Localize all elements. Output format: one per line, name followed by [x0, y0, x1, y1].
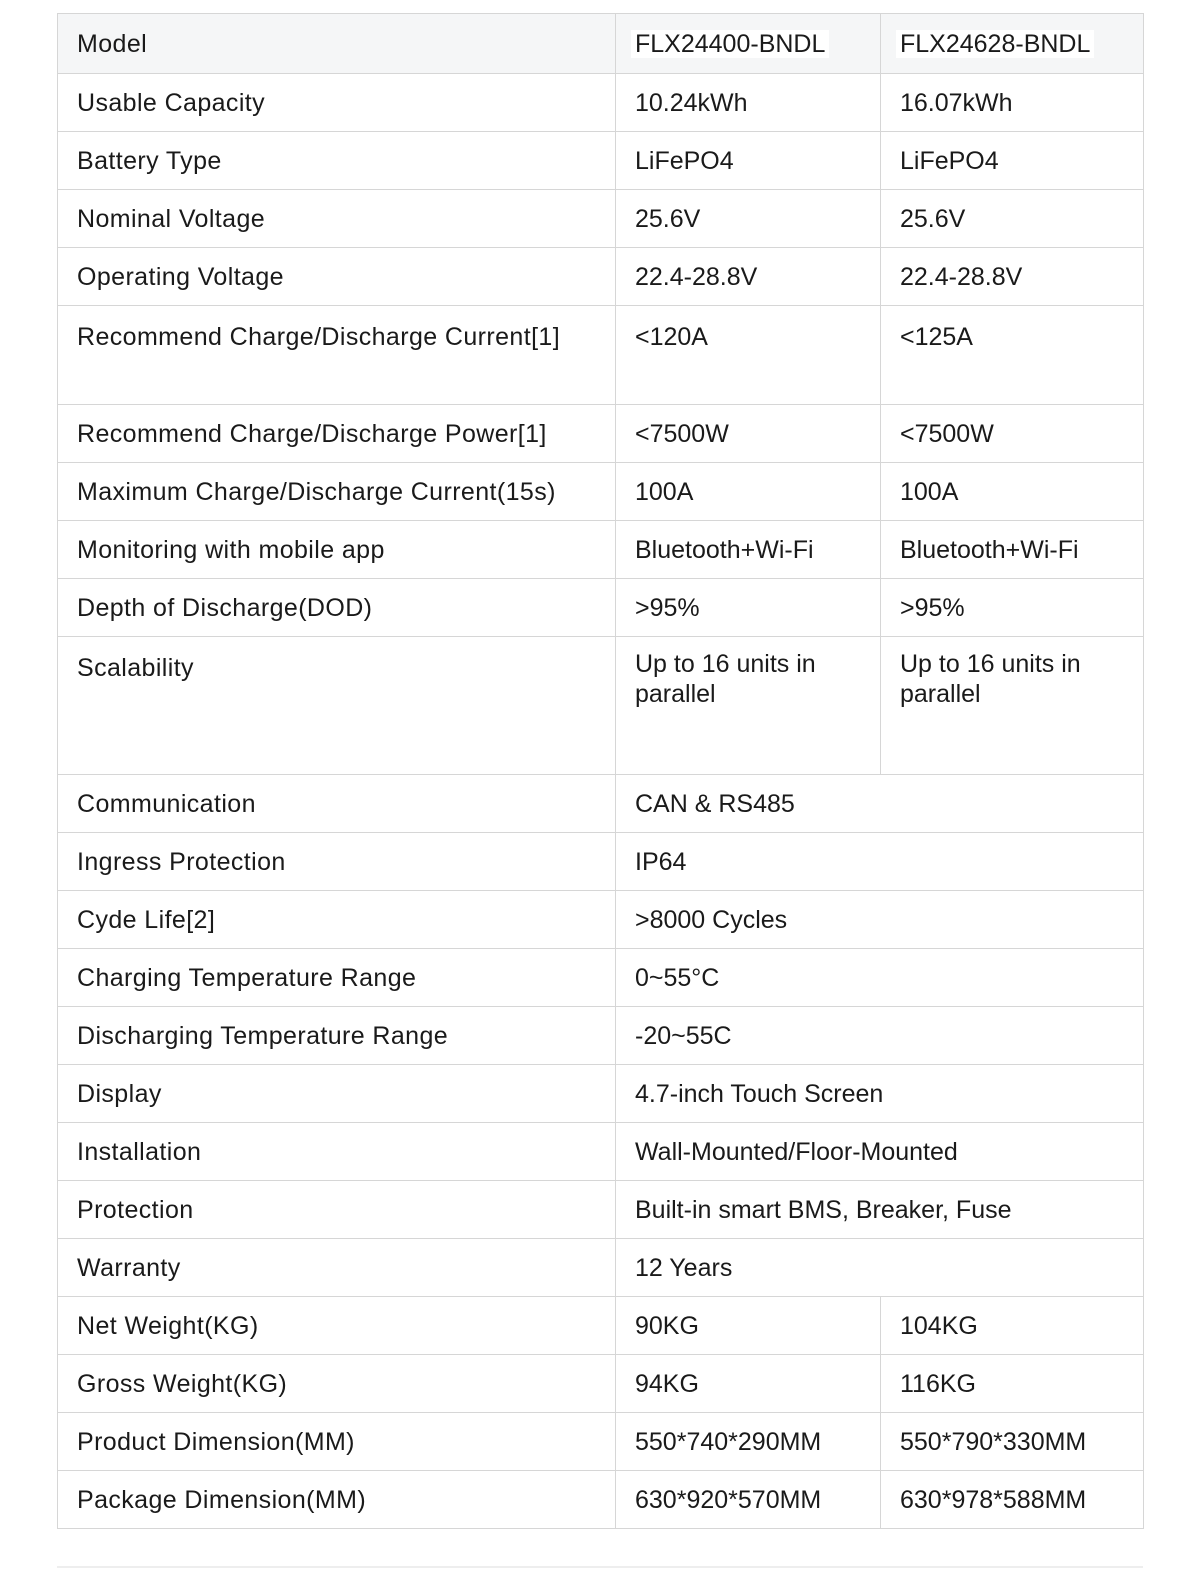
shared-value: Built-in smart BMS, Breaker, Fuse — [616, 1181, 1144, 1239]
table-row — [58, 1471, 1144, 1529]
table-row — [58, 74, 1144, 132]
model-b-value: 104KG — [881, 1297, 1144, 1355]
model-a-value: >95% — [616, 579, 881, 637]
table-row — [58, 1355, 1144, 1413]
shared-value: IP64 — [616, 833, 1144, 891]
table-row — [58, 1007, 1144, 1065]
table-row — [58, 1181, 1144, 1239]
model-b-value: 22.4-28.8V — [881, 248, 1144, 306]
row-label: Scalability — [58, 637, 616, 775]
row-label: Operating Voltage — [58, 248, 616, 306]
table-row — [58, 775, 1144, 833]
table-row — [58, 949, 1144, 1007]
model-b-value: 100A — [881, 463, 1144, 521]
model-a-value: Bluetooth+Wi-Fi — [616, 521, 881, 579]
model-b-value: <125A — [881, 306, 1144, 405]
model-a-name: FLX24400-BNDL — [631, 30, 829, 58]
model-a-value: 100A — [616, 463, 881, 521]
model-a-value: <120A — [616, 306, 881, 405]
row-label: Battery Type — [58, 132, 616, 190]
table-row — [58, 248, 1144, 306]
row-label: Discharging Temperature Range — [58, 1007, 616, 1065]
model-b-value: Up to 16 units in parallel — [881, 637, 1144, 775]
model-b-value: 25.6V — [881, 190, 1144, 248]
shared-value: Wall-Mounted/Floor-Mounted — [616, 1123, 1144, 1181]
model-a-cell — [616, 14, 881, 74]
model-a-value: Up to 16 units in parallel — [616, 637, 881, 775]
table-row — [58, 463, 1144, 521]
model-a-value: 22.4-28.8V — [616, 248, 881, 306]
table-row — [58, 891, 1144, 949]
model-b-value: <7500W — [881, 405, 1144, 463]
header-row — [58, 14, 1144, 74]
shared-value: 12 Years — [616, 1239, 1144, 1297]
model-a-value: 25.6V — [616, 190, 881, 248]
model-b-value: Bluetooth+Wi-Fi — [881, 521, 1144, 579]
row-label: Protection — [58, 1181, 616, 1239]
row-label: Nominal Voltage — [58, 190, 616, 248]
shared-value: >8000 Cycles — [616, 891, 1144, 949]
model-b-value: 116KG — [881, 1355, 1144, 1413]
row-label: Warranty — [58, 1239, 616, 1297]
row-label: Monitoring with mobile app — [58, 521, 616, 579]
model-a-value: 10.24kWh — [616, 74, 881, 132]
row-label: Product Dimension(MM) — [58, 1413, 616, 1471]
table-row — [58, 579, 1144, 637]
model-b-name: FLX24628-BNDL — [896, 30, 1094, 58]
shared-value: -20~55C — [616, 1007, 1144, 1065]
table-row — [58, 1297, 1144, 1355]
model-a-value: <7500W — [616, 405, 881, 463]
table-row — [58, 132, 1144, 190]
table-row — [58, 1413, 1144, 1471]
table-row — [58, 1239, 1144, 1297]
spec-table — [57, 13, 1144, 1529]
model-a-value: 630*920*570MM — [616, 1471, 881, 1529]
table-row — [58, 637, 1144, 775]
model-b-value: LiFePO4 — [881, 132, 1144, 190]
table-row — [58, 833, 1144, 891]
row-label: Cyde Life[2] — [58, 891, 616, 949]
table-row — [58, 405, 1144, 463]
model-b-value: 550*790*330MM — [881, 1413, 1144, 1471]
model-a-value: LiFePO4 — [616, 132, 881, 190]
model-b-value: >95% — [881, 579, 1144, 637]
row-label: Recommend Charge/Discharge Current[1] — [58, 306, 616, 405]
table-row — [58, 521, 1144, 579]
shared-value: 0~55°C — [616, 949, 1144, 1007]
model-a-value: 94KG — [616, 1355, 881, 1413]
row-label: Gross Weight(KG) — [58, 1355, 616, 1413]
row-label: Display — [58, 1065, 616, 1123]
row-label: Net Weight(KG) — [58, 1297, 616, 1355]
header-label: Model — [58, 14, 616, 74]
model-b-value: 630*978*588MM — [881, 1471, 1144, 1529]
row-label: Recommend Charge/Discharge Power[1] — [58, 405, 616, 463]
row-label: Package Dimension(MM) — [58, 1471, 616, 1529]
row-label: Charging Temperature Range — [58, 949, 616, 1007]
table-row — [58, 190, 1144, 248]
shared-value: CAN & RS485 — [616, 775, 1144, 833]
bottom-divider — [57, 1566, 1143, 1568]
table-row — [58, 1065, 1144, 1123]
row-label: Installation — [58, 1123, 616, 1181]
model-b-cell — [881, 14, 1144, 74]
row-label: Maximum Charge/Discharge Current(15s) — [58, 463, 616, 521]
model-a-value: 90KG — [616, 1297, 881, 1355]
model-a-value: 550*740*290MM — [616, 1413, 881, 1471]
row-label: Usable Capacity — [58, 74, 616, 132]
model-b-value: 16.07kWh — [881, 74, 1144, 132]
row-label: Depth of Discharge(DOD) — [58, 579, 616, 637]
row-label: Communication — [58, 775, 616, 833]
shared-value: 4.7-inch Touch Screen — [616, 1065, 1144, 1123]
table-row — [58, 306, 1144, 405]
table-row — [58, 1123, 1144, 1181]
row-label: Ingress Protection — [58, 833, 616, 891]
